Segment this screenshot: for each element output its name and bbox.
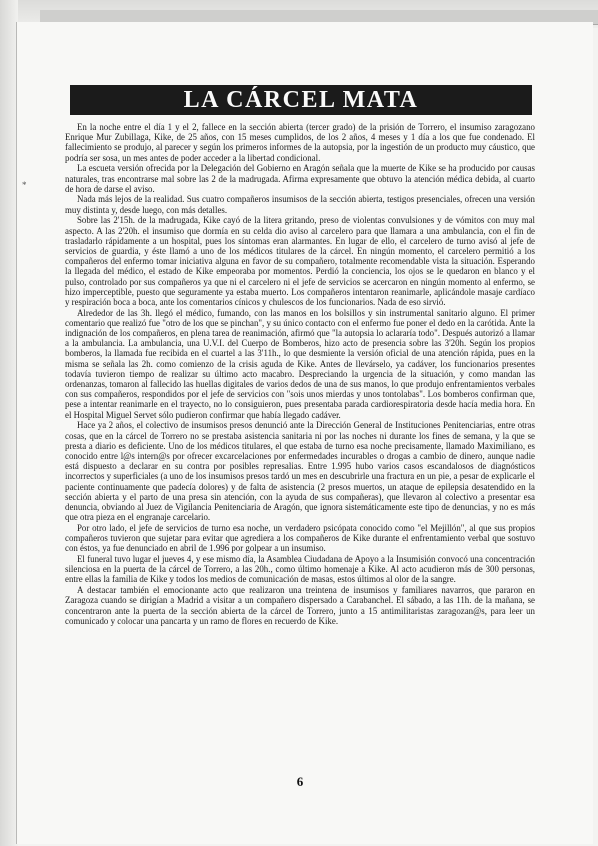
- paragraph: Sobre las 2'15h. de la madrugada, Kike cayó de la litera gritando, preso de violentas convulsiones y de vómitos con muy mal aspecto. A las 2'20h. el insumiso que dormía en su celda dio aviso al carcelero para que llamara a una ambulancia, con el fin de trasladarlo rápidamente a un hospital, pues los síntomas eran alarmantes. En lugar de ello, el carcelero de turno avisó al jefe de servicios de guardia, y éste llamó a uno de los médicos titulares de la cárcel. En ningún momento, el carcelero permitió a los compañeros del enfermo tomar iniciativa alguna en favor de su compañero, totalmente recomendable vista la situación. Esperando la llegada del médico, el estado de Kike empeoraba por momentos. Perdió la conciencia, los ojos se le quedaron en blanco y el pulso, controlado por sus compañeros ya que ni el carcelero ni el jefe de servicios se acercaron en ningún momento al enfermo, se hizo imperceptible, puesto que seguramente ya estaba muerto. Los compañeros intentaron reanimarle, aplicándole masaje cardíaco y respiración boca a boca, ante los comentarios cínicos y chulescos de los funcionarios. Nada de eso sirvió.: [65, 215, 535, 307]
- paragraph: Nada más lejos de la realidad. Sus cuatro compañeros insumisos de la sección abierta, testigos presenciales, ofrecen una versión muy distinta y, desde luego, con más detalles.: [65, 194, 535, 215]
- article-body: [65, 122, 535, 626]
- paragraph: El funeral tuvo lugar el jueves 4, y ese mismo día, la Asamblea Ciudadana de Apoyo a la Insumisión convocó una concentración silenciosa en la puerta de la cárcel de Torrero, a las 20h., como último homenaje a Kike. Al acto acudieron más de 300 personas, entre ellas la familia de Kike y todos los medios de comunicación de masas, estos últimos al olor de la sangre.: [65, 554, 535, 585]
- article-title: [70, 85, 532, 115]
- paragraph: En la noche entre el día 1 y el 2, fallece en la sección abierta (tercer grado) de la prisión de Torrero, el insumiso zaragozano Enrique Mur Zubillaga, Kike, de 25 años, con 15 meses cumplidos, de los 2 años, 4 meses y 1 día a los que fue condenado. El fallecimiento se produjo, al parecer y según los primeros informes de la autopsia, por la ingestión de un producto muy cáustico, que podría ser sosa, un mes antes de poder acceder a la libertad condicional.: [65, 122, 535, 163]
- paragraph: A destacar también el emocionante acto que realizaron una treintena de insumisos y familiares navarros, que pararon en Zaragoza cuando se dirigían a Madrid a visitar a un compañero dispersado a Carabanchel. El sábado, a las 11h. de la mañana, se concentraron ante la puerta de la sección abierta de la cárcel de Torrero, junto a 15 antimilitaristas zaragozan@s, para leer un comunicado y colocar una pancarta y un ramo de flores en recuerdo de Kike.: [65, 585, 535, 626]
- paragraph: Por otro lado, el jefe de servicios de turno esa noche, un verdadero psicópata conocido como "el Mejillón", al que sus propios compañeros tuvieron que sujetar para evitar que agrediera a los compañeros de Kike durante el enfrentamiento verbal que sostuvo con éstos, ya fue denunciado en abril de 1.996 por golpear a un insumiso.: [65, 522, 535, 554]
- page-number: 6: [296, 774, 304, 789]
- paragraph: La escueta versión ofrecida por la Delegación del Gobierno en Aragón señala que la muerte de Kike se ha producido por causas naturales, tras encontrarse mal sobre las 2 de la madrugada. Afirma expresamente que obtuvo la atención médica debida, al cuarto de hora de darse el aviso.: [65, 163, 535, 194]
- margin-mark: *: [22, 180, 27, 190]
- article-title-text: LA CÁRCEL MATA: [183, 86, 419, 113]
- paragraph: Alrededor de las 3h. llegó el médico, fumando, con las manos en los bolsillos y sin instrumental sanitario alguno. El primer comentario que realizó fue "otro de los que se pinchan", y su único contacto con el enfermo fue poner el dedo en la carótida. Ante la indignación de los compañeros, en plena tarea de reanimación, afirmó que "la autopsia lo aclararía todo". Después autorizó a llamar a la ambulancia. La ambulancia, una U.V.I. del Cuerpo de Bomberos, hizo acto de presencia sobre las 3'20h. Según los propios bomberos, la llamada fue recibida en el cuartel a las 3'11h., lo que desmiente la versión oficial de una atención rápida, pues en la misma se señala las 2h. como comienzo de la crisis aguda de Kike. Antes de llevárselo, ya cadáver, los funcionarios presentes todavía tuvieron tiempo de realizar su último acto macabro. Despreciando la urgencia de la situación, y como mandan las ordenanzas, tomaron al fallecido las huellas digitales de varios dedos de una de sus manos, lo que produjo enfrentamientos verbales con sus compañeros, respondidos por el jefe de servicios con "sois unos mierdas y unos tontolabas". Los bomberos confirman que, pese a intentar reanimarle en el trayecto, no lo consiguieron, pues presentaba parada cardiorespiratoria desde hacía media hora. En el Hospital Miguel Servet sólo pudieron confirmar que había llegado cadáver.: [65, 307, 535, 420]
- paragraph: Hace ya 2 años, el colectivo de insumisos presos denunció ante la Dirección General de Instituciones Penitenciarias, entre otras cosas, que en la cárcel de Torrero no se prestaba asistencia sanitaria ni por las noches ni durante los fines de semana, y la que se presta a diario es deficiente. Uno de los médicos titulares, el que estaba de turno esa noche precisamente, llamado Maximiliano, es conocido entre l@s intern@s por ofrecer excarcelaciones por enfermedades incurables o drogas a cambio de dinero, aunque nadie está dispuesto a declarar en su contra por posibles represalias. Entre 1.995 hubo varios casos escandalosos de diagnósticos incorrectos y superficiales (a uno de los insumisos presos tardó un mes en descubrirle una fractura en un pie, a pesar de explicarle el paciente continuamente que padecía dolores) y de falta de asistencia (2 presos muertos, un ataque de epilepsia desatendido en la sección abierta y el parto de una presa sin atención, con la ayuda de sus compañeras), que llevaron al colectivo a presentar esa denuncia, obviando al Juez de Vigilancia Penitenciaria de Aragón, que ignora sistemáticamente este tipo de denuncias, y no es más que otra pieza en el engranaje carcelario.: [65, 420, 535, 523]
